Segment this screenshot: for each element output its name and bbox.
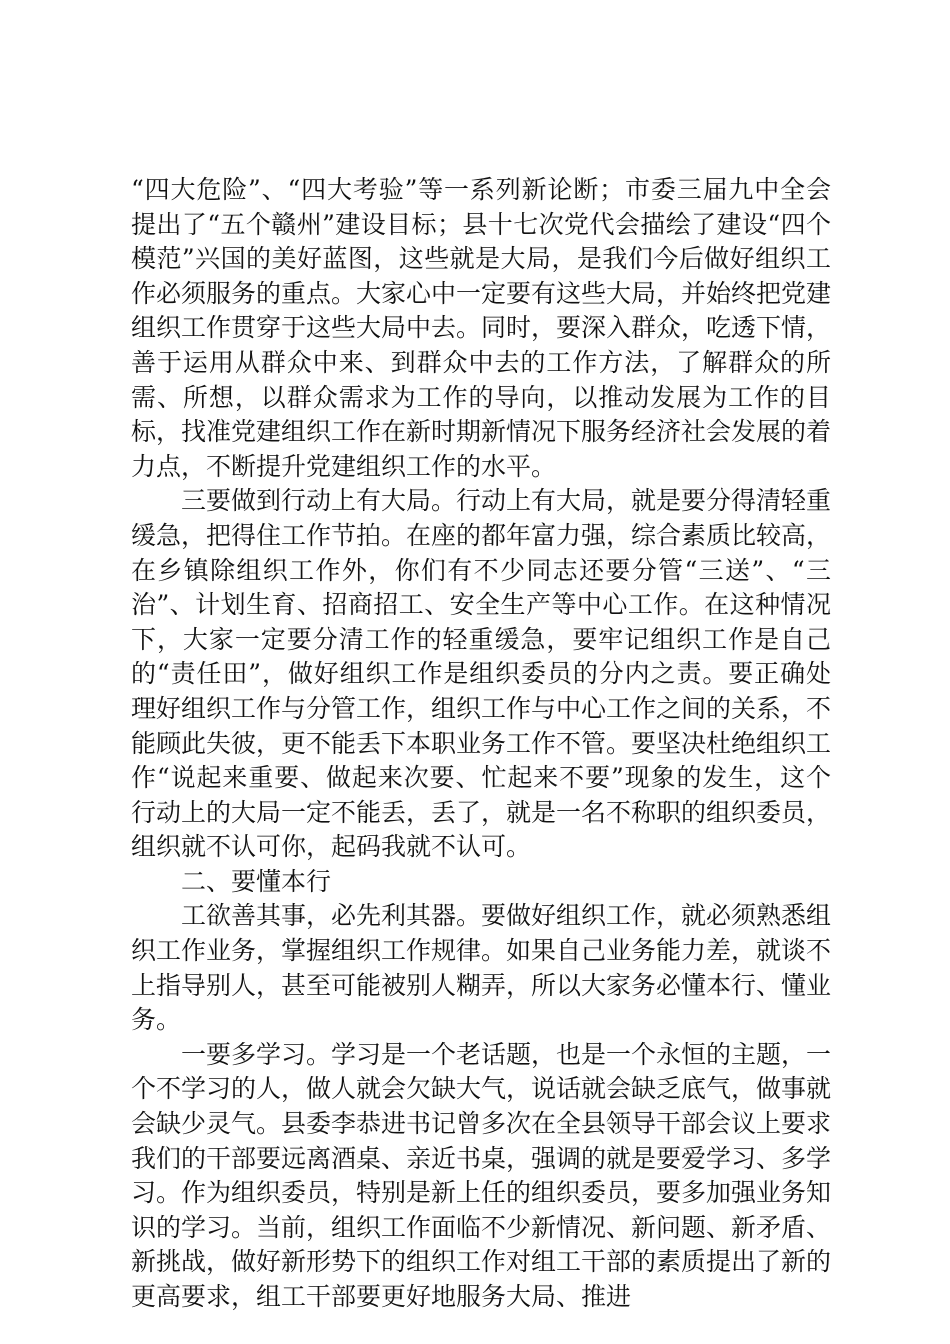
paragraph-1: “四大危险”、“四大考验”等一系列新论断；市委三届九中全会提出了“五个赣州”建设目标；县十七次党代会描绘了建设“四个模范”兴国的美好蓝图，这些就是大局，是我们今后做好组织工作必须服务的重点。大家心中一定要有这些大局，并始终把党建组织工作贯穿于这些大局中去。同时，要深入群众，吃透下情，善于运用从群众中来、到群众中去的工作方法，了解群众的所需、所想，以群众需求为工作的导向，以推动发展为工作的目标，找准党建组织工作在新时期新情况下服务经济社会发展的着力点，不断提升党建组织工作的水平。 xyxy=(131,175,832,481)
section-heading: 二、要懂本行 xyxy=(181,866,332,896)
paragraph-2: 三要做到行动上有大局。行动上有大局，就是要分得清轻重缓急，把得住工作节拍。在座的都年富力强，综合素质比较高，在乡镇除组织工作外，你们有不少同志还要分管“三送”、“三治”、计划生育、招商招工、安全生产等中心工作。在这种情况下，大家一定要分清工作的轻重缓急，要牢记组织工作是自己的“责任田”，做好组织工作是组织委员的分内之责。要正确处理好组织工作与分管工作，组织工作与中心工作之间的关系，不能顾此失彼，更不能丢下本职业务工作不管。要坚决杜绝组织工作“说起来重要、做起来次要、忙起来不要”现象的发生，这个行动上的大局一定不能丢，丢了，就是一名不称职的组织委员，组织就不认可你，起码我就不认可。 xyxy=(131,486,832,862)
paragraph-3: 工欲善其事，必先利其器。要做好组织工作，就必须熟悉组织工作业务，掌握组织工作规律。如果自己业务能力差，就谈不上指导别人，甚至可能被别人糊弄，所以大家务必懂本行、懂业务。 xyxy=(131,901,832,1035)
paragraph-4: 一要多学习。学习是一个老话题，也是一个永恒的主题，一个不学习的人，做人就会欠缺大气，说话就会缺乏底气，做事就会缺少灵气。县委李恭进书记曾多次在全县领导干部会议上要求我们的干部要远离酒桌、亲近书桌，强调的就是要爱学习、多学习。作为组织委员，特别是新上任的组织委员，要多加强业务知识的学习。当前，组织工作面临不少新情况、新问题、新矛盾、新挑战，做好新形势下的组织工作对组工干部的素质提出了新的更高要求，组工干部要更好地服务大局、推进 xyxy=(131,1039,832,1311)
document-page xyxy=(131,173,831,1315)
